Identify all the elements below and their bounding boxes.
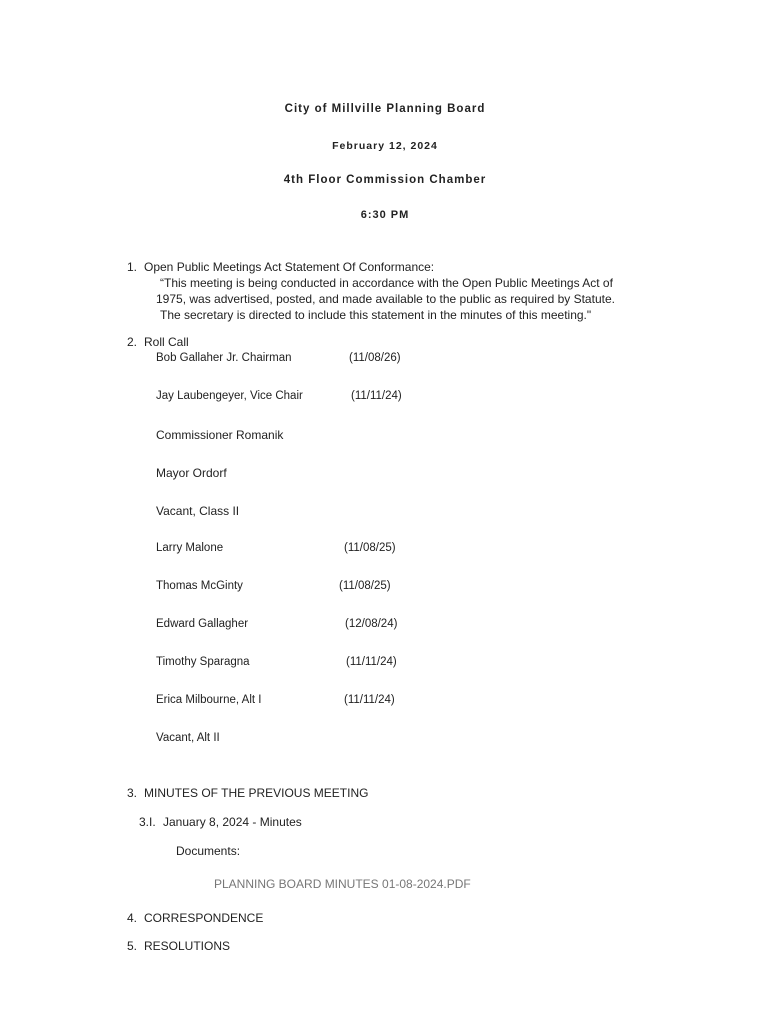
roll-call-member-name: Larry Malone bbox=[156, 542, 224, 554]
agenda-item-1-title: Open Public Meetings Act Statement Of Conformance: bbox=[144, 260, 435, 274]
agenda-item-3-title: MINUTES OF THE PREVIOUS MEETING bbox=[144, 786, 369, 800]
agenda-item-3-1-number: 3.I. bbox=[139, 815, 156, 829]
agenda-item-2-number: 2. bbox=[127, 335, 138, 349]
roll-call-member-term: (11/08/26) bbox=[349, 352, 401, 364]
statement-line-2: 1975, was advertised, posted, and made available to the public as required by Statute. bbox=[156, 292, 615, 306]
statement-line-1: “This meeting is being conducted in accordance with the Open Public Meetings Act of bbox=[160, 276, 613, 290]
agenda-item-4-number: 4. bbox=[127, 911, 138, 925]
roll-call-member-name: Commissioner Romanik bbox=[156, 428, 284, 442]
agenda-item-1-number: 1. bbox=[127, 260, 138, 274]
roll-call-member-term: (11/08/25) bbox=[339, 580, 391, 592]
roll-call-member-term: (11/11/24) bbox=[346, 656, 397, 668]
meeting-date: February 12, 2024 bbox=[332, 140, 438, 152]
agenda-item-4-title: CORRESPONDENCE bbox=[144, 911, 264, 925]
agenda-item-5-number: 5. bbox=[127, 939, 138, 953]
roll-call-member-name: Mayor Ordorf bbox=[156, 466, 227, 480]
agenda-item-2-title: Roll Call bbox=[144, 335, 189, 349]
roll-call-member-term: (11/11/24) bbox=[351, 390, 402, 402]
roll-call-member-name: Erica Milbourne, Alt I bbox=[156, 694, 262, 706]
agenda-item-3-number: 3. bbox=[127, 786, 138, 800]
meeting-location: 4th Floor Commission Chamber bbox=[283, 174, 487, 186]
roll-call-member-name: Thomas McGinty bbox=[156, 580, 243, 592]
minutes-document-link[interactable]: PLANNING BOARD MINUTES 01-08-2024.PDF bbox=[214, 877, 471, 891]
roll-call-member-name: Jay Laubengeyer, Vice Chair bbox=[156, 390, 303, 402]
agenda-item-3-1-title: January 8, 2024 - Minutes bbox=[163, 815, 302, 829]
roll-call-member-name: Edward Gallagher bbox=[156, 618, 249, 630]
roll-call-member-name: Vacant, Alt II bbox=[156, 732, 220, 744]
meeting-time: 6:30 PM bbox=[360, 209, 410, 221]
roll-call-member-term: (12/08/24) bbox=[345, 618, 398, 630]
roll-call-member-name: Timothy Sparagna bbox=[156, 656, 250, 668]
roll-call-member-term: (11/08/25) bbox=[344, 542, 396, 554]
roll-call-member-name: Bob Gallaher Jr. Chairman bbox=[156, 352, 292, 364]
statement-line-3: The secretary is directed to include this statement in the minutes of this meeting." bbox=[160, 308, 592, 322]
roll-call-member-name: Vacant, Class II bbox=[156, 504, 240, 518]
board-title: City of Millville Planning Board bbox=[284, 103, 486, 115]
roll-call-member-term: (11/11/24) bbox=[344, 694, 395, 706]
agenda-item-5-title: RESOLUTIONS bbox=[144, 939, 231, 953]
documents-label: Documents: bbox=[176, 844, 241, 858]
